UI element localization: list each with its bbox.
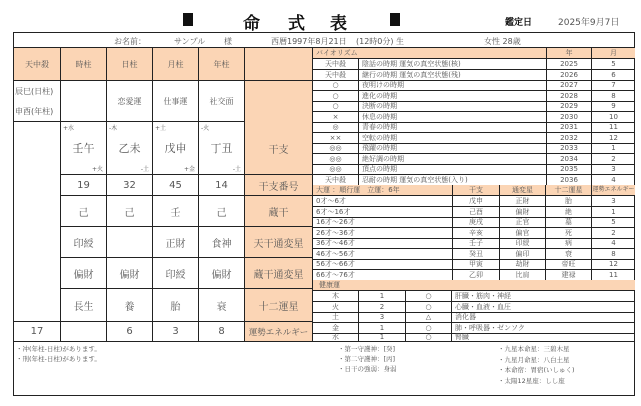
notes-right	[498, 344, 575, 386]
taiun-row: 16才～26才 庚戌 正官 墓 5	[313, 217, 635, 228]
biorhythm-row: 天中殺 継行の時期 運気の真空状態(残) 2026 6	[313, 70, 635, 81]
appraisal-date: 2025年9月7日	[558, 18, 620, 28]
row-label-zoukan-tsuhensei: 蔵干通変星	[245, 258, 313, 289]
fortune-hour	[61, 81, 107, 122]
zoukan-tsuhensei-year: 偏財	[199, 258, 245, 289]
fortune-love: 恋愛運	[107, 81, 153, 122]
note-line: ・九星月命星：八白土星	[498, 355, 570, 364]
note-line: ・日干の強弱：身弱	[338, 365, 397, 373]
row-label-kanshi-number: 干支番号	[245, 175, 313, 196]
energy-day: 6	[107, 322, 153, 342]
tenkan-tsuhensei-year: 食神	[199, 227, 245, 258]
notes-left	[16, 344, 101, 364]
kanshi-month: +土 戊申 +金	[153, 122, 199, 175]
tenkan-tsuhensei-month: 正財	[153, 227, 199, 258]
juniunsei-hour: 長生	[61, 289, 107, 322]
tenkan-tsuhensei-hour: 印綬	[61, 227, 107, 258]
title-char: 命	[243, 14, 260, 34]
biorhythm-row: × 休息の時期 2030 10	[313, 112, 635, 123]
health-row: 水 1 ○ 腎臓	[313, 333, 635, 342]
biorhythm-row: ○ 夜明けの時期 2027 7	[313, 80, 635, 91]
kanshi-main: 乙未	[118, 142, 141, 155]
taiun-header: 大運 ：順行運 立運：6年 干支 通変星 十二運星 運勢エネルギー	[313, 185, 635, 196]
kanshi-day: -木 乙未 -土	[107, 122, 153, 175]
fortune-social: 社交面	[199, 81, 245, 122]
note-line: ・刑(年柱-日柱)があります。	[16, 355, 101, 363]
meishiki-chart	[13, 48, 635, 396]
biorhythm-row: ◎◎ 頂点の時期 2035 3	[313, 164, 635, 175]
taiun-row: 46才～56才 癸丑 偏印 衰 8	[313, 249, 635, 260]
energy-month: 3	[153, 322, 199, 342]
kanshi-main: 壬午	[72, 142, 95, 155]
juniunsei-year: 衰	[199, 289, 245, 322]
kanshi-main: 丁丑	[210, 142, 233, 155]
note-line: ・第二守護神：[丙]	[338, 355, 396, 363]
kanshi-year: -火 丁丑 -土	[199, 122, 245, 175]
row-label-juniunsei: 十二運星	[245, 289, 313, 322]
zoukan-month: 壬	[153, 196, 199, 227]
row-label-kanshi: 干支	[245, 122, 313, 175]
health-row: 金 1 ○ 肺・呼吸器・ゼンソク	[313, 323, 635, 334]
header-blank	[245, 48, 313, 81]
note-line: ・第一守護神：[癸]	[338, 345, 396, 353]
kanshi-number-day: 32	[107, 175, 153, 196]
header-year-pillar: 年柱	[199, 48, 245, 81]
kanshi-hour: +水 壬午 +火	[61, 122, 107, 175]
taiun-row: 66才～76才 乙卯 比肩 建禄 11	[313, 270, 635, 281]
note-line: ・太陽12星座：しし座	[498, 376, 565, 385]
juniunsei-day: 養	[107, 289, 153, 322]
title-char: 式	[288, 14, 305, 34]
health-row: 木 1 ○ 肝臓・筋肉・神経	[313, 291, 635, 302]
health-row: 土 3 △ 消化器	[313, 312, 635, 323]
page-title	[0, 9, 641, 34]
tenchusatsu-year: 申酉(年柱)	[15, 106, 54, 116]
biorhythm-row: 天中殺 陰話の時期 運気の真空状態(核) 2025 5	[313, 59, 635, 70]
kanshi-number-month: 45	[153, 175, 199, 196]
taiun-row: 26才～36才 辛亥 偏官 死 2	[313, 228, 635, 239]
kanshi-number-year: 14	[199, 175, 245, 196]
taiun-row: 0才～6才 戊申 正財 胎 3	[313, 196, 635, 207]
row-label-zoukan: 蔵干	[245, 196, 313, 227]
biorhythm-row: ◎◎ 絶好調の時期 2034 2	[313, 154, 635, 165]
row-label-energy: 運勢エネルギー	[245, 322, 313, 342]
left-blank-column	[14, 122, 61, 322]
black-square-icon	[390, 13, 400, 26]
zoukan-year: 己	[199, 196, 245, 227]
header-tenchusatsu: 天中殺	[14, 48, 61, 81]
gender-age: 女性 28歳	[484, 37, 521, 46]
biorhythm-row: ×× 空転の時期 2032 12	[313, 133, 635, 144]
zoukan-hour: 己	[61, 196, 107, 227]
energy-total: 17	[14, 322, 61, 342]
tenkan-tsuhensei-day	[107, 227, 153, 258]
note-line: ・九星本命星：三碧木星	[498, 345, 570, 353]
biorhythm-row: 天中殺 忍耐の時期 運気の真空状態(入り) 2036 4	[313, 175, 635, 186]
fortune-label-blank	[245, 81, 313, 122]
taiun-row: 6才～16才 己酉 偏財 絶 1	[313, 207, 635, 218]
health-header: 健康運	[313, 280, 635, 291]
header-month-pillar: 月柱	[153, 48, 199, 81]
note-line: ・本命宿：胃宿(いしゅく)	[498, 366, 575, 374]
tenchusatsu-cell	[14, 81, 61, 122]
zoukan-tsuhensei-month: 印綬	[153, 258, 199, 289]
energy-hour	[61, 322, 107, 342]
biorhythm-row: ◎ 青春の時期 2031 11	[313, 122, 635, 133]
energy-year: 8	[199, 322, 245, 342]
fortune-work: 仕事運	[153, 81, 199, 122]
notes-middle	[338, 344, 397, 374]
name-label: お名前：	[114, 37, 146, 46]
birth-time: (12時0分) 生	[356, 37, 405, 46]
juniunsei-month: 胎	[153, 289, 199, 322]
profile-bar	[13, 32, 635, 48]
kanshi-number-hour: 19	[61, 175, 107, 196]
zoukan-tsuhensei-day: 偏財	[107, 258, 153, 289]
kanshi-main: 戊申	[164, 142, 187, 155]
name-value: サンプル	[174, 37, 206, 46]
health-row: 火 2 ○ 心臓・血液・血圧	[313, 302, 635, 313]
biorhythm-header: バイオリズム 年 月	[313, 48, 635, 59]
black-square-icon	[183, 13, 193, 26]
title-char: 表	[330, 14, 347, 34]
zoukan-tsuhensei-hour: 偏財	[61, 258, 107, 289]
honorific: 様	[224, 37, 232, 46]
taiun-row: 56才～66才 甲寅 劫財 帝旺 12	[313, 259, 635, 270]
biorhythm-row: ○ 進化の時期 2028 8	[313, 91, 635, 102]
biorhythm-row: ○ 決断の時期 2029 9	[313, 101, 635, 112]
birth-date: 西暦1997年8月21日	[271, 37, 347, 46]
appraisal-date-label: 鑑定日	[505, 18, 533, 28]
tenchusatsu-day: 辰巳(日柱)	[15, 86, 54, 96]
header-day-pillar: 日柱	[107, 48, 153, 81]
row-label-tenkan-tsuhensei: 天干通変星	[245, 227, 313, 258]
biorhythm-row: ◎◎ 飛躍の時期 2033 1	[313, 143, 635, 154]
zoukan-day: 己	[107, 196, 153, 227]
header-hour-pillar: 時柱	[61, 48, 107, 81]
taiun-row: 36才～46才 壬子 印綬 病 4	[313, 238, 635, 249]
note-line: ・冲(年柱-日柱)があります。	[16, 345, 101, 353]
